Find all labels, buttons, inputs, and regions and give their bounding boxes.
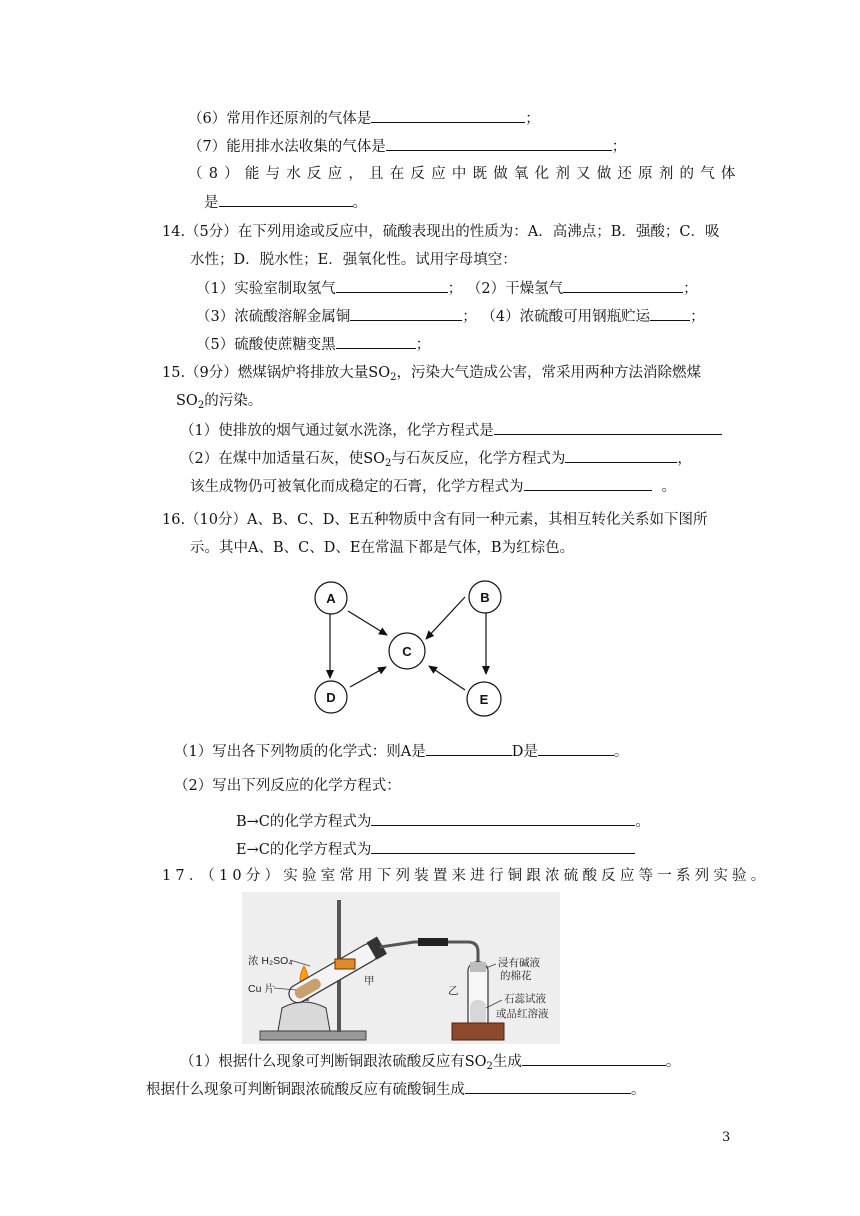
- answer-blank[interactable]: [386, 136, 612, 151]
- answer-blank[interactable]: [563, 278, 683, 293]
- q14-row-2: （3）浓硫酸溶解金属铜 ； （4）浓硫酸可用钢瓶贮运 ；: [196, 306, 705, 327]
- q17-item-1-cont: 根据什么现象可判断铜跟浓硫酸反应有硫酸铜生成 。: [146, 1079, 646, 1100]
- answer-blank[interactable]: [465, 1079, 631, 1094]
- q16-b-to-c: B→C的化学方程式为 。: [236, 811, 650, 832]
- q15-item-2-cont: 该生成物仍可被氧化而成稳定的石膏，化学方程式为 。: [190, 476, 676, 497]
- q13-item-7: （7）能用排水法收集的气体是 ；: [188, 136, 626, 157]
- q14-heading: 14.（5分）在下列用途或反应中，硫酸表现出的性质为：A．高沸点；B．强酸；C．吸: [162, 224, 720, 240]
- apparatus-figure: [242, 892, 560, 1044]
- arrow-e-to-c: [429, 666, 465, 690]
- answer-blank[interactable]: [650, 306, 690, 321]
- q14-row-1: （1）实验室制取氢气 ； （2）干燥氢气 ；: [196, 278, 698, 299]
- cotton: [470, 962, 486, 972]
- node-a-label: A: [326, 591, 336, 606]
- clamp: [335, 959, 355, 969]
- q16-heading-cont: 示。其中A、B、C、D、E在常温下都是气体，B为红棕色。: [190, 540, 575, 556]
- q13-item-6: （6）常用作还原剂的气体是 ；: [188, 108, 540, 129]
- answer-blank[interactable]: [371, 108, 525, 123]
- q15-heading-cont: $SO_2$的污染。: [176, 393, 263, 411]
- answer-blank[interactable]: [524, 476, 652, 491]
- q16-e-to-c: E→C的化学方程式为: [236, 839, 635, 860]
- answer-blank[interactable]: [538, 741, 614, 756]
- answer-blank[interactable]: [371, 839, 635, 854]
- node-b-label: B: [480, 590, 490, 605]
- arrow-d-to-c: [350, 667, 386, 687]
- answer-blank[interactable]: [426, 741, 512, 756]
- wooden-block: [452, 1023, 504, 1040]
- label-solution-1: 石蕊试液: [504, 993, 546, 1005]
- rubber-joint: [418, 938, 448, 946]
- conversion-diagram: [300, 572, 520, 722]
- label-cotton-1: 浸有碱液: [498, 957, 540, 969]
- label-cotton-2: 的棉花: [500, 970, 532, 982]
- stand-base: [260, 1031, 366, 1040]
- q15-item-1: （1）使排放的烟气通过氨水洗涤，化学方程式是: [180, 420, 722, 441]
- answer-blank[interactable]: [219, 192, 353, 207]
- label-cu: Cu 片: [248, 983, 275, 995]
- answer-blank[interactable]: [350, 306, 462, 321]
- q17-item-1: （1）根据什么现象可判断铜跟浓硫酸反应有$SO_2$生成 。: [180, 1051, 680, 1072]
- arrow-b-to-c: [426, 597, 465, 639]
- q16-item-2: （2）写出下列反应的化学方程式：: [174, 778, 401, 794]
- alcohol-lamp: [278, 1002, 330, 1031]
- answer-blank[interactable]: [336, 334, 416, 349]
- indicator-solution: [470, 1000, 486, 1026]
- q17-heading: 17．（10分）实验室常用下列装置来进行铜跟浓硫酸反应等一系列实验。: [162, 868, 770, 884]
- answer-blank[interactable]: [565, 448, 677, 463]
- answer-blank[interactable]: [494, 420, 722, 435]
- node-c-label: C: [402, 644, 412, 659]
- answer-blank[interactable]: [522, 1051, 666, 1066]
- node-d-label: D: [326, 690, 336, 705]
- answer-blank[interactable]: [371, 811, 635, 826]
- q14-row-3: （5）硫酸使蔗糖变黑 ；: [196, 334, 430, 355]
- q14-heading-cont: 水性；D．脱水性；E．强氧化性。试用字母填空：: [190, 252, 517, 268]
- answer-blank[interactable]: [336, 278, 448, 293]
- q15-item-2: （2）在煤中加适量石灰，使$SO_2$与石灰反应，化学方程式为 ，: [180, 448, 692, 469]
- page-number: 3: [722, 1130, 731, 1145]
- label-solution-2: 或品红溶液: [496, 1008, 549, 1020]
- label-yi: 乙: [448, 985, 459, 997]
- q13-item-8-cont: 是 。: [204, 192, 367, 213]
- label-jia: 甲: [364, 975, 375, 987]
- q13-item-8: （8）能与水反应，且在反应中既做氧化剂又做还原剂的气体: [188, 166, 742, 182]
- node-e-label: E: [479, 692, 489, 707]
- q16-heading: 16.（10分）A、B、C、D、E五种物质中含有同一种元素，其相互转化关系如下图所: [162, 512, 708, 528]
- label-conc-acid: 浓 H₂SO₄: [248, 955, 293, 967]
- arrow-a-to-c: [348, 611, 387, 635]
- q15-heading: 15.（9分）燃煤锅炉将排放大量$SO_2$，污染大气造成公害，常采用两种方法消除燃煤: [162, 365, 701, 383]
- q16-item-1: （1）写出各下列物质的化学式：则A是 D是 。: [174, 741, 628, 762]
